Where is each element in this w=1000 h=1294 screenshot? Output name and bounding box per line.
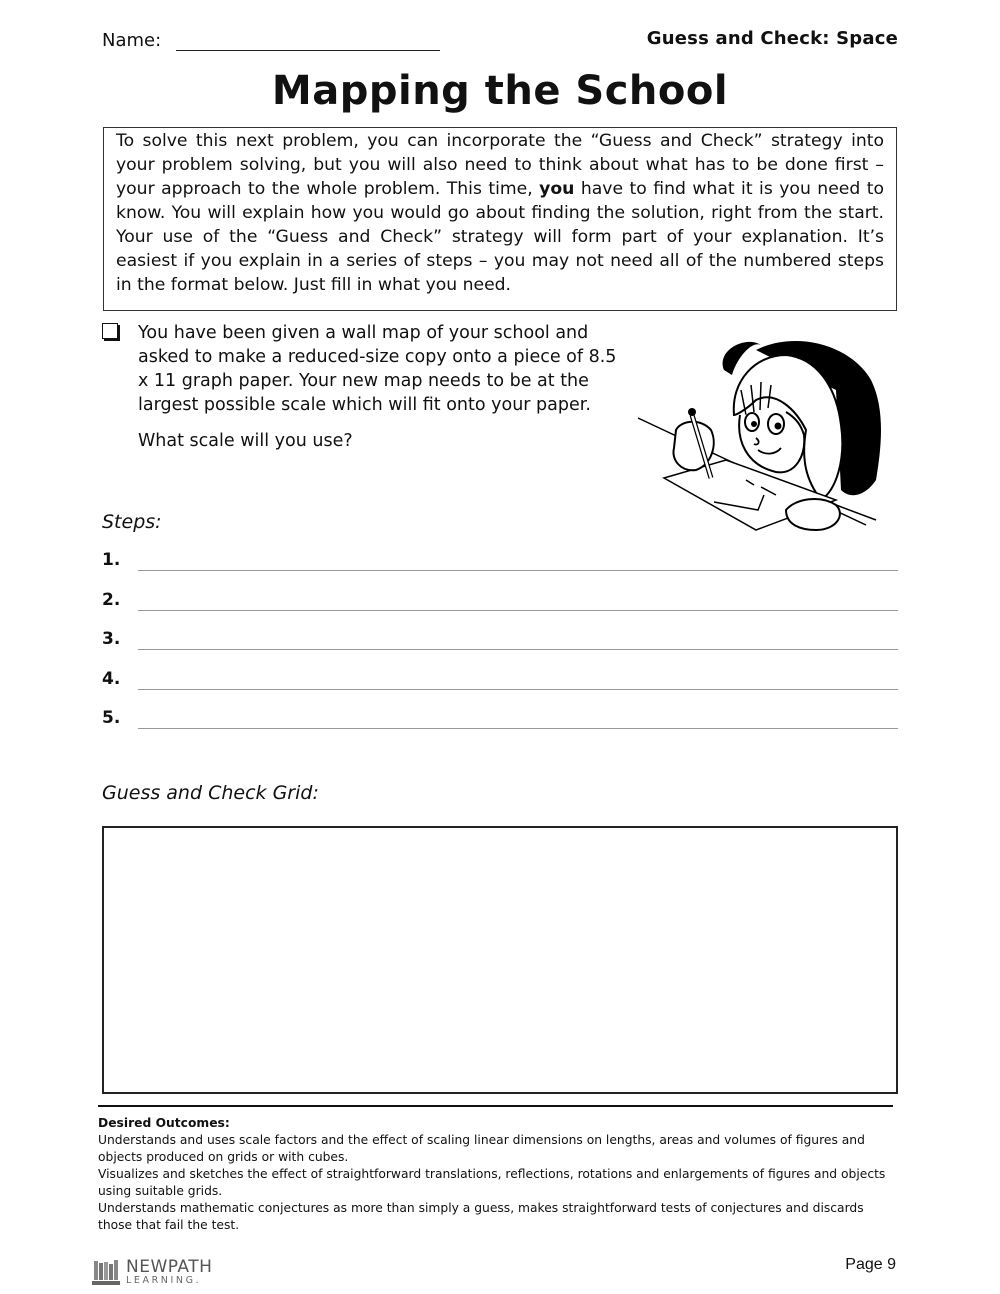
step-answer-line[interactable]	[138, 649, 898, 650]
step-number: 4.	[102, 669, 121, 689]
step-number: 1.	[102, 550, 121, 570]
outcomes-heading: Desired Outcomes:	[98, 1116, 230, 1130]
step-row-1	[102, 550, 898, 580]
outcome-item: Visualizes and sketches the effect of straightforward translations, reflections, rotations and enlargements of figures and objects using suitable grids.	[98, 1167, 886, 1198]
newpath-learning-logo	[92, 1257, 232, 1287]
checkbox-icon[interactable]	[102, 323, 118, 339]
logo-text-top: NEWPATH	[126, 1257, 213, 1277]
name-input-line[interactable]	[176, 50, 440, 51]
desired-outcomes	[98, 1115, 898, 1234]
step-answer-line[interactable]	[138, 570, 898, 571]
divider	[98, 1105, 893, 1107]
name-label: Name:	[102, 30, 162, 51]
series-title: Guess and Check: Space	[646, 28, 898, 49]
page-title: Mapping the School	[271, 68, 729, 114]
steps-label: Steps:	[102, 511, 162, 533]
girl-drawing-map-illustration	[636, 330, 898, 548]
intro-emphasis: you	[539, 179, 575, 199]
problem-question: What scale will you use?	[138, 431, 353, 451]
intro-text-1: To solve this next problem, you can incorporate the “Guess and Check” strategy into your problem solving, but you will also need to think about what has to be done first – your approach to the whole problem. This time,	[116, 131, 884, 199]
book-logo-icon	[92, 1259, 120, 1285]
step-number: 2.	[102, 590, 121, 610]
outcome-item: Understands and uses scale factors and the effect of scaling linear dimensions on lengths, areas and volumes of figures and objects produced on grids or with cubes.	[98, 1133, 865, 1164]
intro-text-2: have to find what it is you need to know. You will explain how you would go about finding the solution, right from the start. Your use of the “Guess and Check” strategy will form part of your explanation. It’s easiest if you explain in a series of steps – you may not need all of the numbered steps in the format below. Just fill in what you need.	[116, 179, 884, 295]
intro-box	[103, 127, 897, 311]
step-number: 5.	[102, 708, 121, 728]
step-row-5	[102, 708, 898, 738]
outcome-item: Understands mathematic conjectures as more than simply a guess, makes straightforward tests of conjectures and discards those that fail the test.	[98, 1201, 864, 1232]
step-row-4	[102, 669, 898, 699]
step-number: 3.	[102, 629, 121, 649]
guess-check-grid-label: Guess and Check Grid:	[102, 782, 319, 804]
step-row-2	[102, 590, 898, 620]
page-number: Page 9	[845, 1256, 896, 1273]
guess-check-grid-box[interactable]	[102, 826, 898, 1094]
step-row-3	[102, 629, 898, 659]
step-answer-line[interactable]	[138, 610, 898, 611]
problem-section	[102, 321, 632, 451]
step-answer-line[interactable]	[138, 689, 898, 690]
problem-text: You have been given a wall map of your school and asked to make a reduced-size copy onto a piece of 8.5 x 11 graph paper. Your new map needs to be at the largest possible scale which will fit onto your paper.	[138, 323, 617, 415]
step-answer-line[interactable]	[138, 728, 898, 729]
logo-text-bottom: LEARNING.	[126, 1275, 202, 1286]
